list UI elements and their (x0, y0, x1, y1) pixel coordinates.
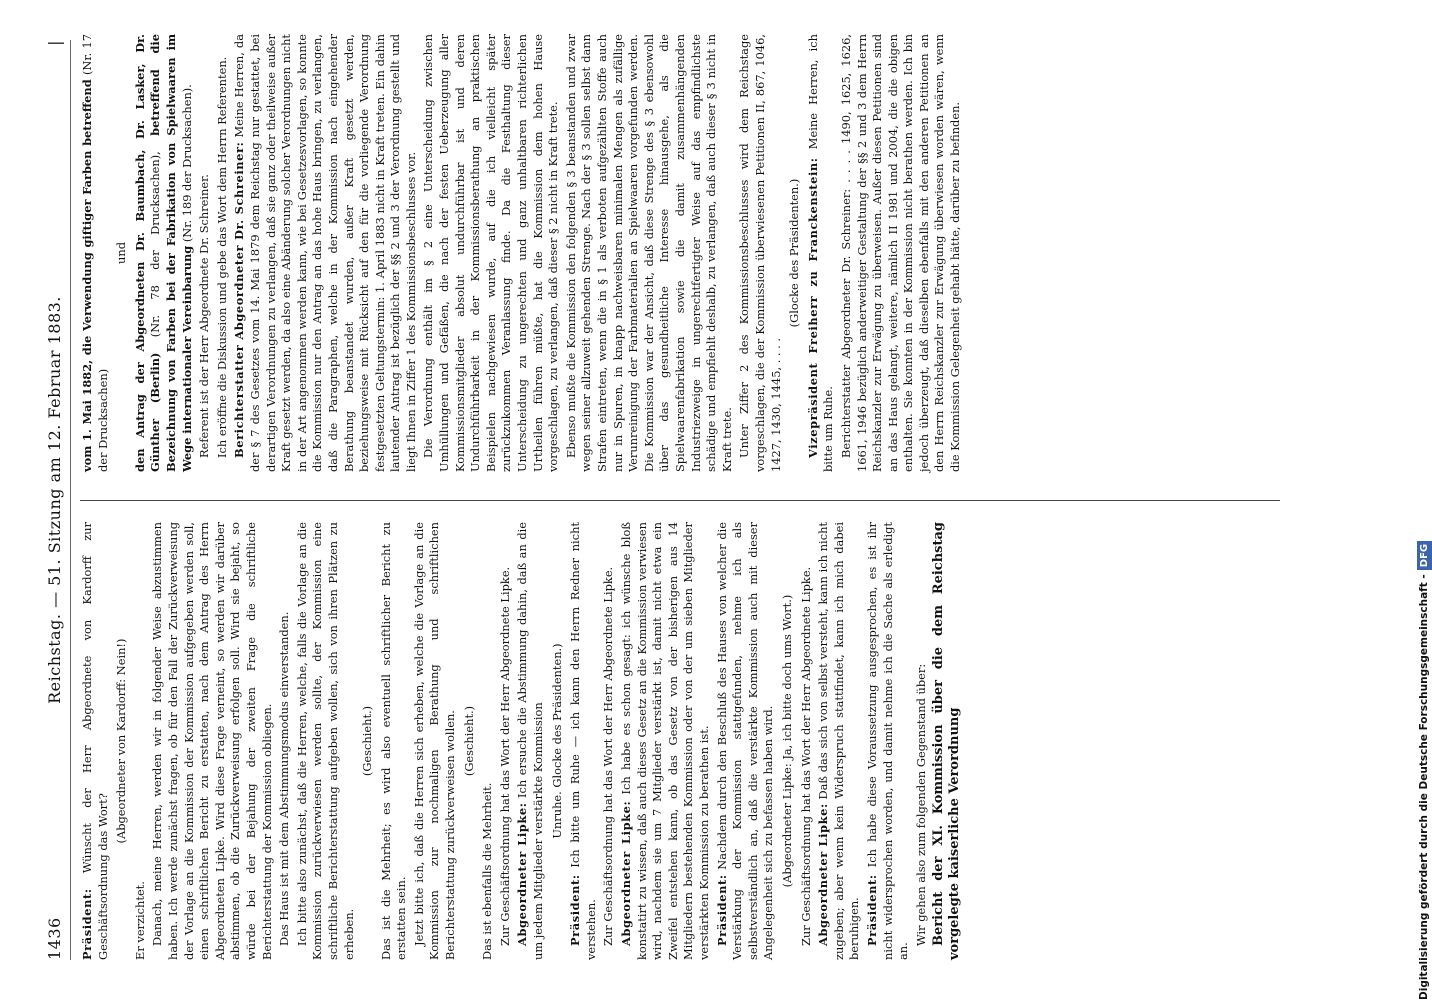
paragraph-text: Das ist die Mehrheit; es wird also eventuell schriftlicher Bericht zu erstatten sein. (378, 522, 409, 960)
speaker-label: Berichterstatter Abgeordneter Dr. Schreiner: (232, 141, 247, 458)
paragraph (462, 522, 478, 960)
page-header (42, 40, 68, 960)
paragraph (839, 34, 964, 472)
paragraph-text: Meine Herren, da der § 7 des Gesetzes vom 14. Mai 1879 dem Reichstag nur gestattet, bei derartigen Verordnungen zu verlangen, daß sie ganz oder theilweise außer Kraft gesetzt werden, da also eine Abänderung solcher Verordnungen nicht in der Art angenommen werden kann, wie bei Gesetzesvorlagen, so konnte die Kommission nur den Antrag an das hohe Haus bringen, zu verlangen, daß die Paragraphen, welche in der Kommission nach eingehender Berathung beanstandet wurden, außer Kraft gesetzt werden, beziehungsweise mit Rücksicht auf den für die vorliegende Verordnung festgesetzten Geltungstermin: 1. April 1883 nicht in Kraft treten. Ein dahin lautender Antrag ist bezüglich der §§ 2 und 3 der Verordnung gestellt und liegt Ihnen in Ziffer 1 des Kommissionsbeschlusses vor. (232, 34, 418, 472)
paragraph-text: Ich habe es schon gesagt: ich wünsche bloß konstatirt zu wissen, daß auch dieses Gesetz an die Kommission verwiesen wird, nachdem sie um 7 Mitglieder verstärkt ist, damit nicht etwa ein Zweifel entstehen kann, ob das Gesetz von der bisherigen aus 14 Mitgliedern bestehenden Kommission oder von der um sieben Mitglieder verstärkten Kommission zu berathen ist. (619, 522, 711, 960)
agenda-heading: Bericht der XI. Kommission über die dem Reichstag vorgelegte kaiserliche Verordnung (931, 522, 962, 960)
paragraph (564, 34, 736, 472)
paragraph-text: Ebenso mußte die Kommission den folgenden § 3 beanstanden und zwar wegen seiner allzuweit gehenden Strenge. Nach der § 3 sollen selbst dann Strafen eintreten, wenn die in § 1 als verboten aufgezählten Stoffe auch nur in Spuren, in knapp nachweisbaren minimalen Mengen als zufällige Verunreinigung der Farbmaterialien an Spielwaaren vorgefunden werden. Die Kommission war der Ansicht, daß diese Strenge des § 3 ebensowohl über das gesundheitliche Interesse hinausgehe, als die Spielwaarenfabrikation sowie die damit zusammenhängenden Industriezweige in ungerechtfertigter Weise auf das empfindlichste schädige und empfiehlt deshalb, zu verlangen, daß auch dieser § 3 nicht in Kraft trete. (563, 34, 734, 472)
paragraph (799, 522, 815, 960)
paragraph (931, 522, 962, 960)
paragraph-text: Danach, meine Herren, werden wir in folgender Weise abzustimmen haben. Ich werde zunächst fragen, ob für den Fall der Zurückverweisung der Vorlage an die Kommission der Kommission aufgegeben werden soll, einen schriftlichen Bericht zu erstatten, nach dem Antrag des Herrn Abgeordneten Lipke. Wird diese Frage verneint, so werden wir darüber abstimmen, ob die Zurückverweisung erfolgen soll. Wird sie bejaht, so würde bei der Bejahung der zweiten Frage die schriftliche Berichterstattung der Kommission obliegen. (150, 522, 274, 960)
paragraph (715, 522, 777, 960)
paragraph-text: Referent ist der Herr Abgeordnete Dr. Schreiner. (197, 174, 212, 458)
paragraph (421, 34, 561, 472)
speaker-label: Abgeordneter Lipke: (619, 800, 633, 946)
paragraph (865, 522, 912, 960)
paragraph (197, 34, 213, 472)
bold-heading: betreffend die Bezeichnung von Farben bei der Fabrikation von Spielwaaren im Wege internationaler Vereinbarung (148, 34, 194, 472)
paragraph-text: Meine Herren, ich bitte um Ruhe. (805, 34, 836, 472)
speaker-label: Präsident: (714, 874, 729, 946)
paragraph-text: Die Verordnung enthält im § 2 eine Unterscheidung zwischen Umhüllungen und Gefäßen, die nach der festen Ueberzeugung aller Kommissionsmitglieder absolut undurchführbar ist und deren Undurchführbarkeit in der Kommissionsberathung an praktischen Beispielen nachgewiesen wurde, auf die ich vielleicht später zurückzukommen Veranlassung finde. Da die Festhaltung dieser Unterscheidung zu ungerechten und ganz unhaltbaren richterlichen Urtheilen führen müßte, hat die Kommission dem hohen Hause vorgeschlagen, zu verlangen, daß dieser § 2 nicht in Kraft trete. (421, 34, 561, 472)
paragraph (379, 522, 410, 960)
speaker-label: Präsident: (568, 874, 583, 946)
paragraph (619, 522, 713, 960)
header-rule (70, 40, 71, 960)
paragraph (737, 34, 784, 472)
paragraph-text: Jetzt bitte ich, daß die Herren sich erheben, welche die Vorlage an die Kommission zur nochmaligen Berathung und schriftlichen Berichterstattung zurückverweisen wollen. (411, 522, 458, 960)
paragraph (480, 522, 496, 960)
paragraph (816, 522, 863, 960)
paragraph-text: Unruhe. Glocke des Präsidenten.) (549, 643, 564, 839)
paragraph (914, 522, 930, 960)
paragraph (780, 522, 796, 960)
paragraph (806, 34, 837, 472)
paragraph (568, 522, 599, 960)
paragraph-text: und (114, 242, 129, 264)
paragraph-text: Ich habe diese Voraussetzung ausgesprochen, es ist ihr nicht widersprochen worden, und damit nehme ich die Sache als erledigt an. (864, 522, 911, 960)
paragraph (150, 522, 275, 960)
paragraph (114, 522, 130, 960)
speaker-label: Präsident: (80, 888, 94, 960)
paragraph (295, 522, 357, 960)
paragraph (215, 34, 231, 472)
dfg-logo: DFG (1417, 541, 1432, 570)
bold-heading: den Antrag der Abgeordneten Dr. Baumbach, Dr. Lasker, Dr. Günther (Berlin) (132, 34, 163, 472)
paragraph-text: Zur Geschäftsordnung hat das Wort der Herr Abgeordnete Lipke. (601, 566, 616, 946)
paragraph-text: Zur Geschäftsordnung hat das Wort der Herr Abgeordnete Lipke. (798, 566, 813, 946)
paragraph-text: Berichterstatter Abgeordneter Dr. Schreiner: . . . . 1490, 1625, 1626, 1661, 1946 bezüglich anderweitiger Gestaltung der §§ 2 und 3 dem Herrn Reichskanzler zur Erwägung zu überweisen. Außer diesen Petitionen sind an das Haus gelangt, weitere, nämlich II 1981 und 2004, die die obigen enthalten. Sie konnten in der Kommission nicht berathen werden. Ich bin jedoch überzeugt, daß dieselben ebenfalls mit den anderen Petitionen an den Herrn Reichskanzler zur Erwägung überwiesen worden wären, wenn die Kommission Gelegenheit gehabt hätte, darüber zu befinden. (838, 34, 963, 472)
paragraph (787, 34, 803, 472)
left-column (80, 522, 964, 960)
paragraph-text: (Nr. 189 der Drucksachen). (179, 84, 194, 246)
paragraph (133, 522, 149, 960)
paragraph-text: Das ist ebenfalls die Mehrheit. (480, 782, 495, 960)
paragraph-text: Ich eröffne die Diskussion und gebe das Wort dem Herrn Referenten. (214, 56, 229, 458)
paragraph-text: Er verzichtet. (132, 881, 147, 960)
page-title: Reichstag. — 51. Sitzung am 12. Februar 1883. (45, 296, 64, 704)
paragraph (515, 522, 546, 960)
paragraph-text: (Abgeordneter Lipke: Ja, ich bitte doch ums Wort.) (779, 594, 794, 888)
speaker-label: Präsident: (864, 874, 879, 946)
paragraph (601, 522, 617, 960)
paragraph-text: (Abgeordneter von Kardorff: Nein!) (114, 638, 129, 844)
paragraph (133, 34, 195, 472)
paragraph-text: Ich ersuche die Abstimmung dahin, daß an die um jedem Mitglieder verstärkte Kommission (515, 522, 546, 960)
paragraph-text: (Geschieht.) (360, 705, 375, 777)
paragraph-text: Wünscht der Herr Abgeordnete von Kardorff zur Geschäftsordnung das Wort? (80, 522, 110, 960)
paragraph-text: Wir gehen also zum folgenden Gegenstand über: (913, 663, 928, 946)
paragraph (360, 522, 376, 960)
dfg-credit-text: Digitalisierung gefördert durch die Deutsche Forschungsgemeinschaft - (1418, 574, 1430, 1000)
header-mark: | (45, 40, 64, 46)
paragraph (412, 522, 459, 960)
paragraph-text: Das Haus ist mit dem Abstimmungsmodus einverstanden. (277, 611, 292, 946)
paragraph (80, 522, 111, 960)
bold-heading: vom 1. Mai 1882, die Verwendung giftiger Farben betreffend (80, 79, 94, 472)
paragraph (550, 522, 566, 960)
speaker-label: Abgeordneter Lipke: (515, 802, 530, 946)
speaker-label: Abgeordneter Lipke: (816, 803, 831, 946)
paragraph (232, 34, 419, 472)
paragraph (80, 34, 111, 472)
paragraph (114, 34, 130, 472)
paragraph (277, 522, 293, 960)
paragraph (498, 522, 514, 960)
paragraph-text: (Glocke des Präsidenten.) (787, 178, 802, 328)
paragraph-text: Nachdem durch den Beschluß des Hauses von welcher die Verstärkung der Kommission stattgefunden, nehme ich als selbstverständlich an, daß die verstärkte Kommission auch mit dieser Angelegenheit sich zu befassen haben wird. (714, 522, 776, 960)
paragraph-text: Daß das sich von selbst versteht, kann ich nicht zugeben; aber wenn kein Widerspruch stattfindet, kann ich mich dabei beruhigen. (816, 522, 862, 960)
paragraph-text: (Geschieht.) (461, 705, 476, 777)
paragraph-text: (Nr. 17 der Drucksachen) (80, 33, 110, 472)
speaker-label: Vizepräsident Freiherr zu Franckenstein: (805, 157, 820, 458)
paragraph-text: Ich bitte um Ruhe — ich kann den Herrn Redner nicht verstehen. (568, 522, 598, 960)
column-divider (80, 500, 1280, 501)
paragraph-text: Ich bitte also zunächst, daß die Herren, welche, falls die Vorlage an die Kommission zurückverwiesen werden sollte, der Kommission eine schriftliche Berichterstattung aufgeben wollen, sich von ihren Plätzen zu erheben. (294, 522, 356, 960)
paragraph-text: (Nr. 78 der Drucksachen), (148, 135, 163, 353)
paragraph-text: Unter Ziffer 2 des Kommissionsbeschlusses wird dem Reichstage vorgeschlagen, die der Kommission überwiesenen Petitionen II, 867, 1046, 1427, 1430, 1445, . . . . (737, 34, 783, 472)
dfg-digitization-strip (1416, 0, 1432, 1000)
right-column (80, 34, 966, 472)
page-number: 1436 (45, 917, 64, 960)
paragraph-text: Zur Geschäftsordnung hat das Wort der Herr Abgeordnete Lipke. (497, 566, 512, 946)
